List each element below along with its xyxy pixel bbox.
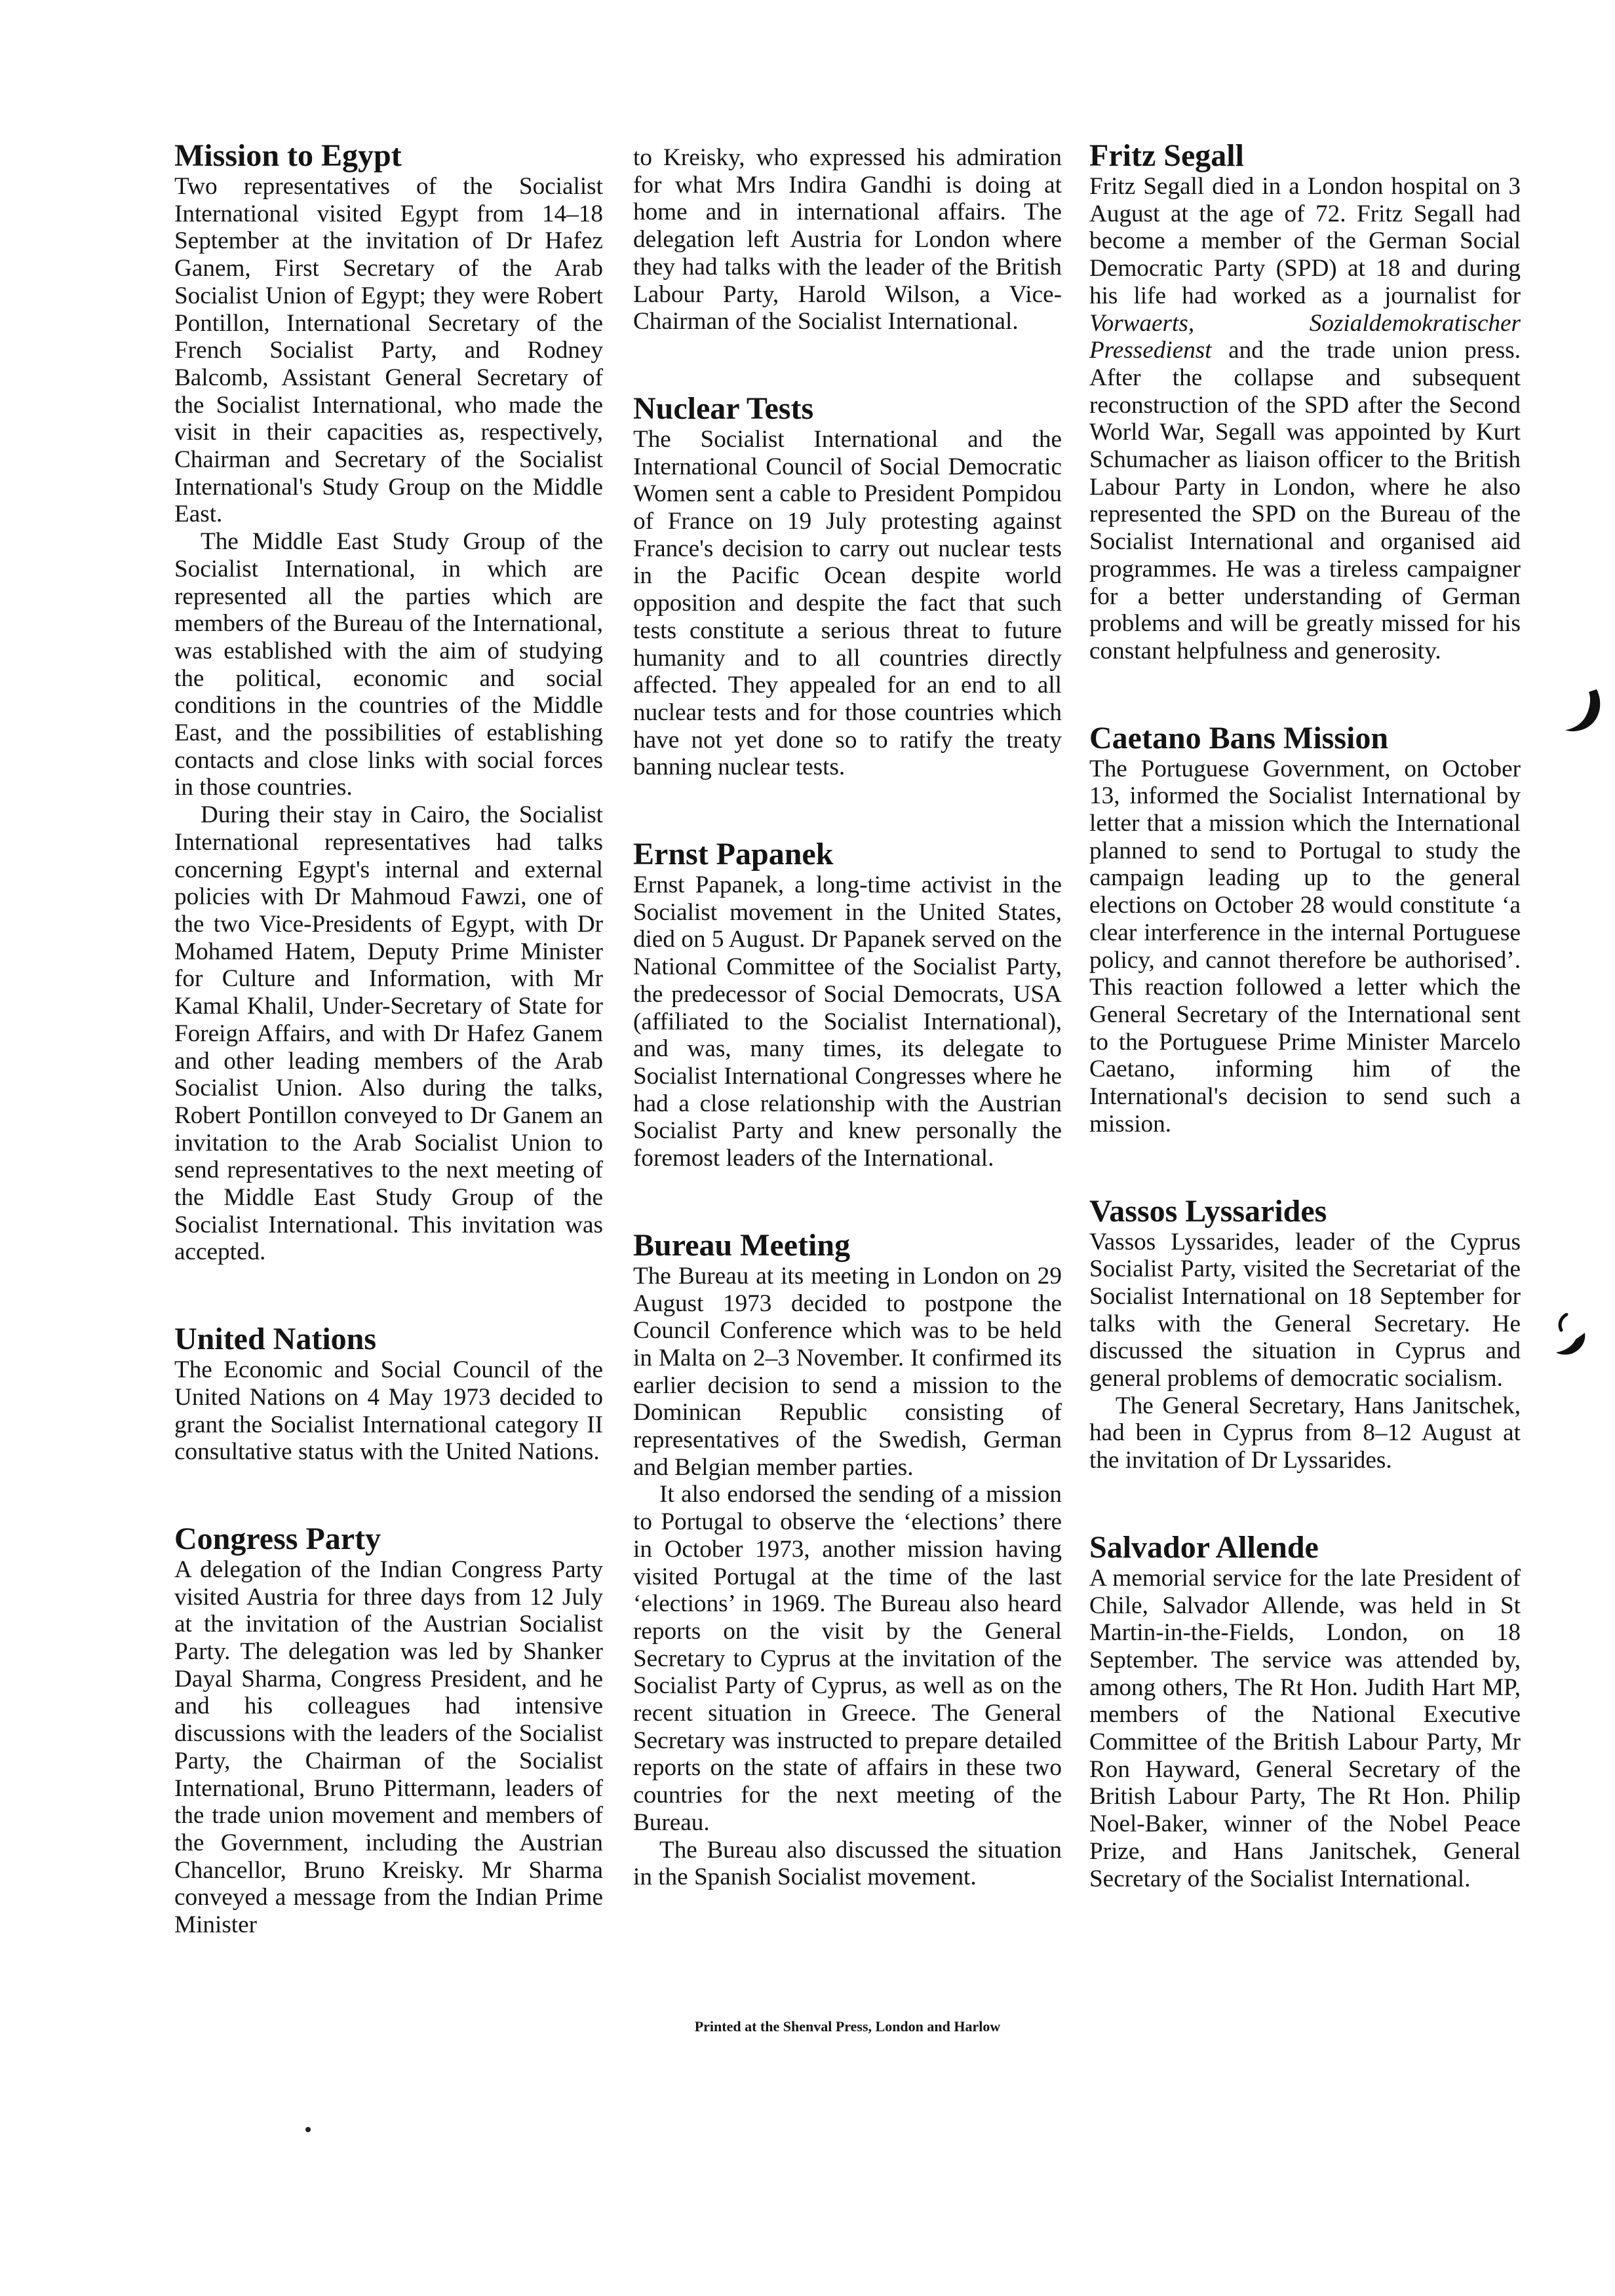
article-paragraph: Two representatives of the Socialist International visited Egypt from 14–18 September at the invitation of Dr Hafez Ganem, First Secretary of the Arab Socialist Union of Egypt; they were Robert Pontillon, International Secretary of the French Socialist Party, and Rodney Balcomb, Assistant General Secretary of the Socialist International, who made the visit in their capacities as, respectively, Chairman and Secretary of the Socialist International's Study Group on the Middle East. xyxy=(174,173,603,528)
article-title: Caetano Bans Mission xyxy=(1089,720,1389,756)
article-paragraph: Vassos Lyssarides, leader of the Cyprus Socialist Party, visited the Secretariat of the Socialist International on 18 September for talks with the General Secretary. He discussed the situation in Cyprus and general problems of democratic socialism. xyxy=(1089,1228,1521,1392)
article-fritz-segall xyxy=(1089,139,1521,665)
article-nuclear-tests xyxy=(633,392,1062,781)
article-paragraph: A delegation of the Indian Congress Party visited Austria for three days from 12 July at the invitation of the Austrian Socialist Party. The delegation was led by Shanker Dayal Sharma, Congress President, and he and his colleagues had intensive discussions with the leaders of the Socialist Party, the Chairman of the Socialist International, Bruno Pittermann, leaders of the trade union movement and members of the Government, including the Austrian Chancellor, Bruno Kreisky. Mr Sharma conveyed a message from the Indian Prime Minister xyxy=(174,1556,603,1939)
article-title: Ernst Papanek xyxy=(633,837,834,872)
article-paragraph: The Socialist International and the International Council of Social Democratic Women sent a cable to President Pompidou of France on 19 July protesting against France's decision to carry out nuclear tests in the Pacific Ocean despite world opposition and despite the fact that such tests constitute a serious threat to future humanity and to all countries directly affected. They appealed for an end to all nuclear tests and for those countries which have not yet done so to ratify the treaty banning nuclear tests. xyxy=(633,425,1062,781)
article-paragraph xyxy=(1089,173,1521,665)
article-paragraph: During their stay in Cairo, the Socialist International representatives had talks concerning Egypt's internal and external policies with Dr Mahmoud Fawzi, one of the two Vice-Presidents of Egypt, with Dr Mohamed Hatem, Deputy Prime Minister for Culture and Information, with Mr Kamal Khalil, Under-Secretary of State for Foreign Affairs, and with Dr Hafez Ganem and other leading members of the Arab Socialist Union. Also during the talks, Robert Pontillon conveyed to Dr Ganem an invitation to the Arab Socialist Union to send representatives to the next meeting of the Middle East Study Group of the Socialist International. This invitation was accepted. xyxy=(174,801,603,1266)
article-mission-to-egypt xyxy=(174,139,603,1266)
article-title: United Nations xyxy=(174,1322,377,1357)
column-2 xyxy=(633,139,1062,1891)
article-paragraph: The Economic and Social Council of the United Nations on 4 May 1973 decided to grant the Socialist International category II consultative status with the United Nations. xyxy=(174,1356,603,1466)
printer-imprint: Printed at the Shenval Press, London and Harlow xyxy=(694,2018,1001,2035)
publication-names: Vorwaerts, Sozialdemokratischer Pressedienst xyxy=(1089,309,1521,364)
article-paragraph: The Middle East Study Group of the Socialist International, in which are represented all the parties which are members of the Bureau of the International, was established with the aim of studying the political, economic and social conditions in the countries of the Middle East, and the possibilities of establishing contacts and close links with social forces in those countries. xyxy=(174,528,603,801)
article-title: Vassos Lyssarides xyxy=(1089,1193,1327,1229)
article-ernst-papanek xyxy=(633,837,1062,1172)
article-congress-party xyxy=(174,1522,603,1939)
article-salvador-allende xyxy=(1089,1531,1521,1892)
article-paragraph: Ernst Papanek, a long-time activist in the Socialist movement in the United States, died on 5 August. Dr Papanek served on the National Committee of the Socialist Party, the predecessor of Social Democrats, USA (affiliated to the Socialist International), and was, many times, its delegate to Socialist International Congresses where he had a close relationship with the Austrian Socialist Party and knew personally the foremost leaders of the International. xyxy=(633,871,1062,1172)
article-congress-party-continued xyxy=(633,144,1062,335)
column-3 xyxy=(1089,139,1521,1892)
article-title: Nuclear Tests xyxy=(633,391,814,426)
paragraph-text: Fritz Segall died in a London hospital on 3 August at the age of 72. Fritz Segall had become a member of the German Social Democratic Party (SPD) at 18 and during his life had worked as a journalist for xyxy=(1089,173,1521,309)
article-paragraph: to Kreisky, who expressed his admiration for what Mrs Indira Gandhi is doing at home and in international affairs. The delegation left Austria for London where they had talks with the leader of the British Labour Party, Harold Wilson, a Vice-Chairman of the Socialist International. xyxy=(633,144,1062,335)
paragraph-text: and the trade union press. After the collapse and subsequent reconstruction of the SPD after the Second World War, Segall was appointed by Kurt Schumacher as liaison officer to the British Labour Party in London, where he also represented the SPD on the Bureau of the Socialist International and organised aid programmes. He was a tireless campaigner for a better understanding of German problems and will be greatly missed for his constant helpfulness and generosity. xyxy=(1089,337,1521,664)
article-title: Bureau Meeting xyxy=(633,1227,851,1263)
article-paragraph: A memorial service for the late President of Chile, Salvador Allende, was held in St Martin-in-the-Fields, London, on 18 September. The service was attended by, among others, The Rt Hon. Judith Hart MP, members of the National Executive Committee of the British Labour Party, Mr Ron Hayward, General Secretary of the British Labour Party, The Rt Hon. Philip Noel-Baker, winner of the Nobel Peace Prize, and Hans Janitschek, General Secretary of the Socialist International. xyxy=(1089,1564,1521,1892)
article-paragraph: It also endorsed the sending of a mission to Portugal to observe the ‘elections’ there in October 1973, another mission having visited Portugal at the time of the last ‘elections’ in 1969. The Bureau also heard reports on the visit by the General Secretary to Cyprus at the invitation of the Socialist Party of Cyprus, as well as on the recent situation in Greece. The General Secretary was instructed to prepare detailed reports on the state of affairs in these two countries for the next meeting of the Bureau. xyxy=(633,1481,1062,1836)
article-paragraph: The General Secretary, Hans Janitschek, had been in Cyprus from 8–12 August at the invitation of Dr Lyssarides. xyxy=(1089,1392,1521,1474)
article-title: Mission to Egypt xyxy=(174,138,402,173)
scan-speck xyxy=(304,2126,312,2133)
column-1 xyxy=(174,139,603,1939)
article-title: Fritz Segall xyxy=(1089,138,1244,173)
article-paragraph: The Bureau also discussed the situation in the Spanish Socialist movement. xyxy=(633,1836,1062,1891)
binder-mark-upper xyxy=(1563,687,1608,739)
article-title: Salvador Allende xyxy=(1089,1529,1319,1565)
article-paragraph: The Portuguese Government, on October 13, informed the Socialist International by letter that a mission which the International planned to send to Portugal to study the campaign leading up to the general elections on October 28 would constitute ‘a clear interference in the internal Portuguese policy, and cannot therefore be authorised’. This reaction followed a letter which the General Secretary of the International sent to the Portuguese Prime Minister Marcelo Caetano, informing him of the International's decision to send such a mission. xyxy=(1089,755,1521,1138)
binder-mark-lower xyxy=(1551,1313,1597,1366)
article-vassos-lyssarides xyxy=(1089,1195,1521,1474)
article-title: Congress Party xyxy=(174,1521,381,1556)
article-paragraph: The Bureau at its meeting in London on 29 August 1973 decided to postpone the Council Conference which was to be held in Malta on 2–3 November. It confirmed its earlier decision to send a mission to the Dominican Republic consisting of representatives of the Swedish, German and Belgian member parties. xyxy=(633,1262,1062,1481)
article-caetano-bans-mission xyxy=(1089,721,1521,1138)
article-united-nations xyxy=(174,1322,603,1466)
article-bureau-meeting xyxy=(633,1229,1062,1891)
